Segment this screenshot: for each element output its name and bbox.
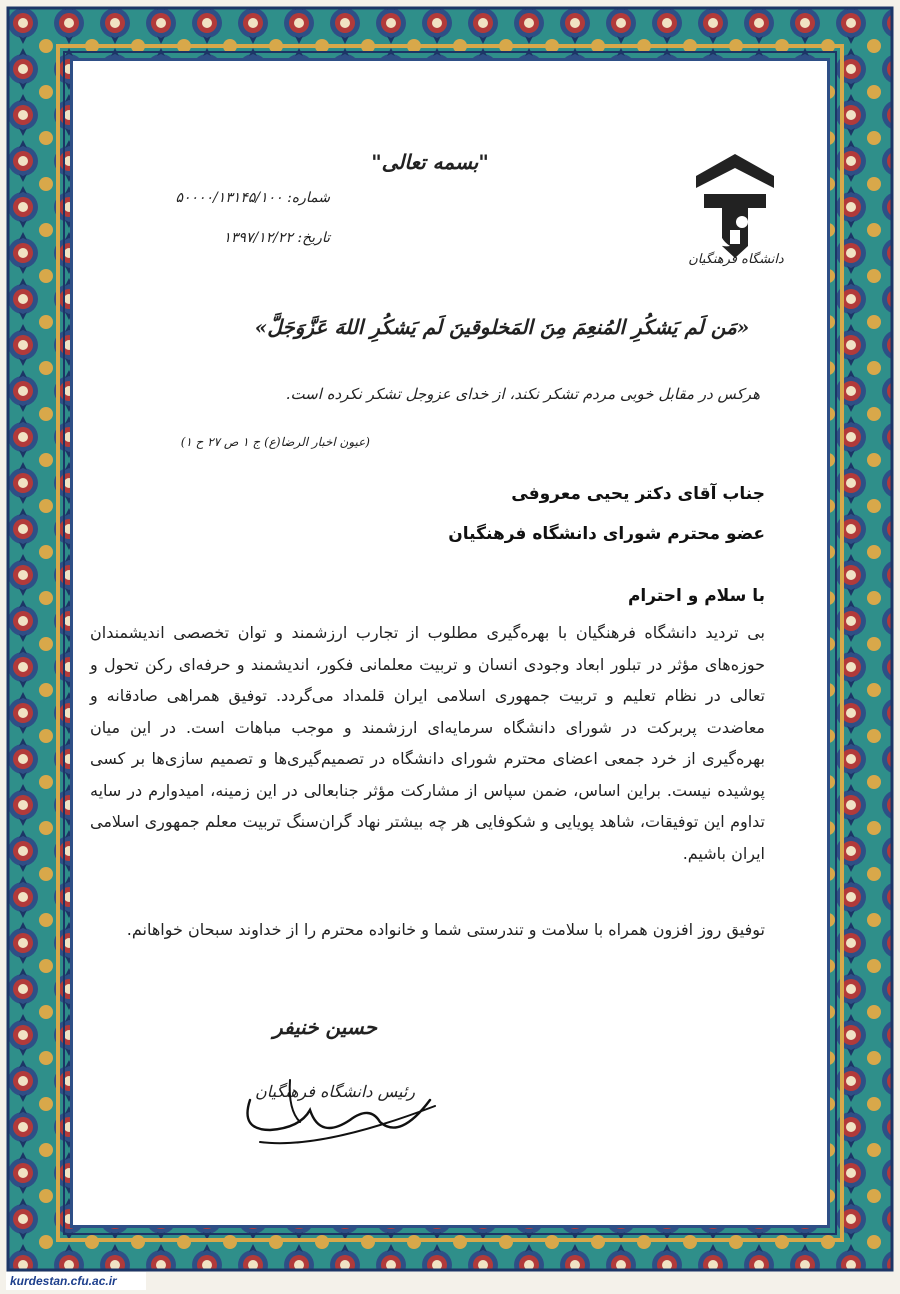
letter-number (130, 190, 330, 206)
handwritten-signature (230, 1060, 450, 1160)
basmala: "بسمه تعالی" (371, 150, 489, 174)
letter-date (130, 230, 330, 246)
hadith-arabic: «مَن لَم یَشکُرِ المُنعِمَ مِنَ المَخلوقینَ لَم یَشکُرِ اللهَ عَزَّوَجَلَّ» (254, 315, 750, 339)
signatory-title: رئیس دانشگاه فرهنگیان (255, 1082, 415, 1101)
website-watermark: kurdestan.cfu.ac.ir (6, 1272, 146, 1290)
greeting: با سلام و احترام (627, 586, 765, 606)
recipient-name: جناب آقای دکتر یحیی معروفی (511, 484, 765, 504)
letter-body: بی تردید دانشگاه فرهنگیان با بهره‌گیری مطلوب از تجارب ارزشمند و توان تخصصی اندیشمندان حوزه‌های مؤثر در تبلور ابعاد وجودی انسان و تربیت معلمانی فکور، اندیشمند و حرفه‌ای رکن تحول و تعالی در نظام تعلیم و تربیت جمهوری اسلامی ایران قلمداد می‌گردد. توفیق همراهی صادقانه و معاضدت پربرکت در شورای دانشگاه سرمایه‌ای ارزشمند و موجب مباهات است. در این میان بهره‌گیری از خرد جمعی اعضای محترم شورای دانشگاه در تصمیم‌گیری‌ها و تصمیم سازی‌ها بر کسی پوشیده نیست. براین اساس، ضمن سپاس از مشارکت مؤثر جنابعالی در این زمینه، امیدوارم در سایه تداوم این توفیقات، شاهد پویایی و شکوفایی هر چه بیشتر نهاد گران‌سنگ تربیت معلم جمهوری اسلامی ایران باشیم. (90, 623, 765, 863)
letter-date-label: تاریخ: (297, 230, 330, 246)
recipient-position: عضو محترم شورای دانشگاه فرهنگیان (448, 524, 765, 544)
logo-text: دانشگاه فرهنگیان (688, 252, 784, 267)
hadith-persian: هرکس در مقابل خوبی مردم تشکر نکند، از خدای عزوجل تشکر نکرده است. (285, 385, 760, 403)
letter-number-value: ۵۰۰۰۰/۱۳۱۴۵/۱۰۰ (175, 190, 283, 206)
hadith-source: (عیون اخبار الرضا(ع) ج ۱ ص ۲۷ ح ۱) (180, 435, 370, 449)
closing-line: توفیق روز افزون همراه با سلامت و تندرستی شما و خانواده محترم را از خداوند سبحان خواهانم. (126, 920, 765, 939)
letter-date-value: ۱۳۹۷/۱۲/۲۲ (223, 230, 293, 246)
letter-number-label: شماره: (287, 190, 330, 206)
signatory-name: حسین خنیفر (272, 1015, 377, 1039)
